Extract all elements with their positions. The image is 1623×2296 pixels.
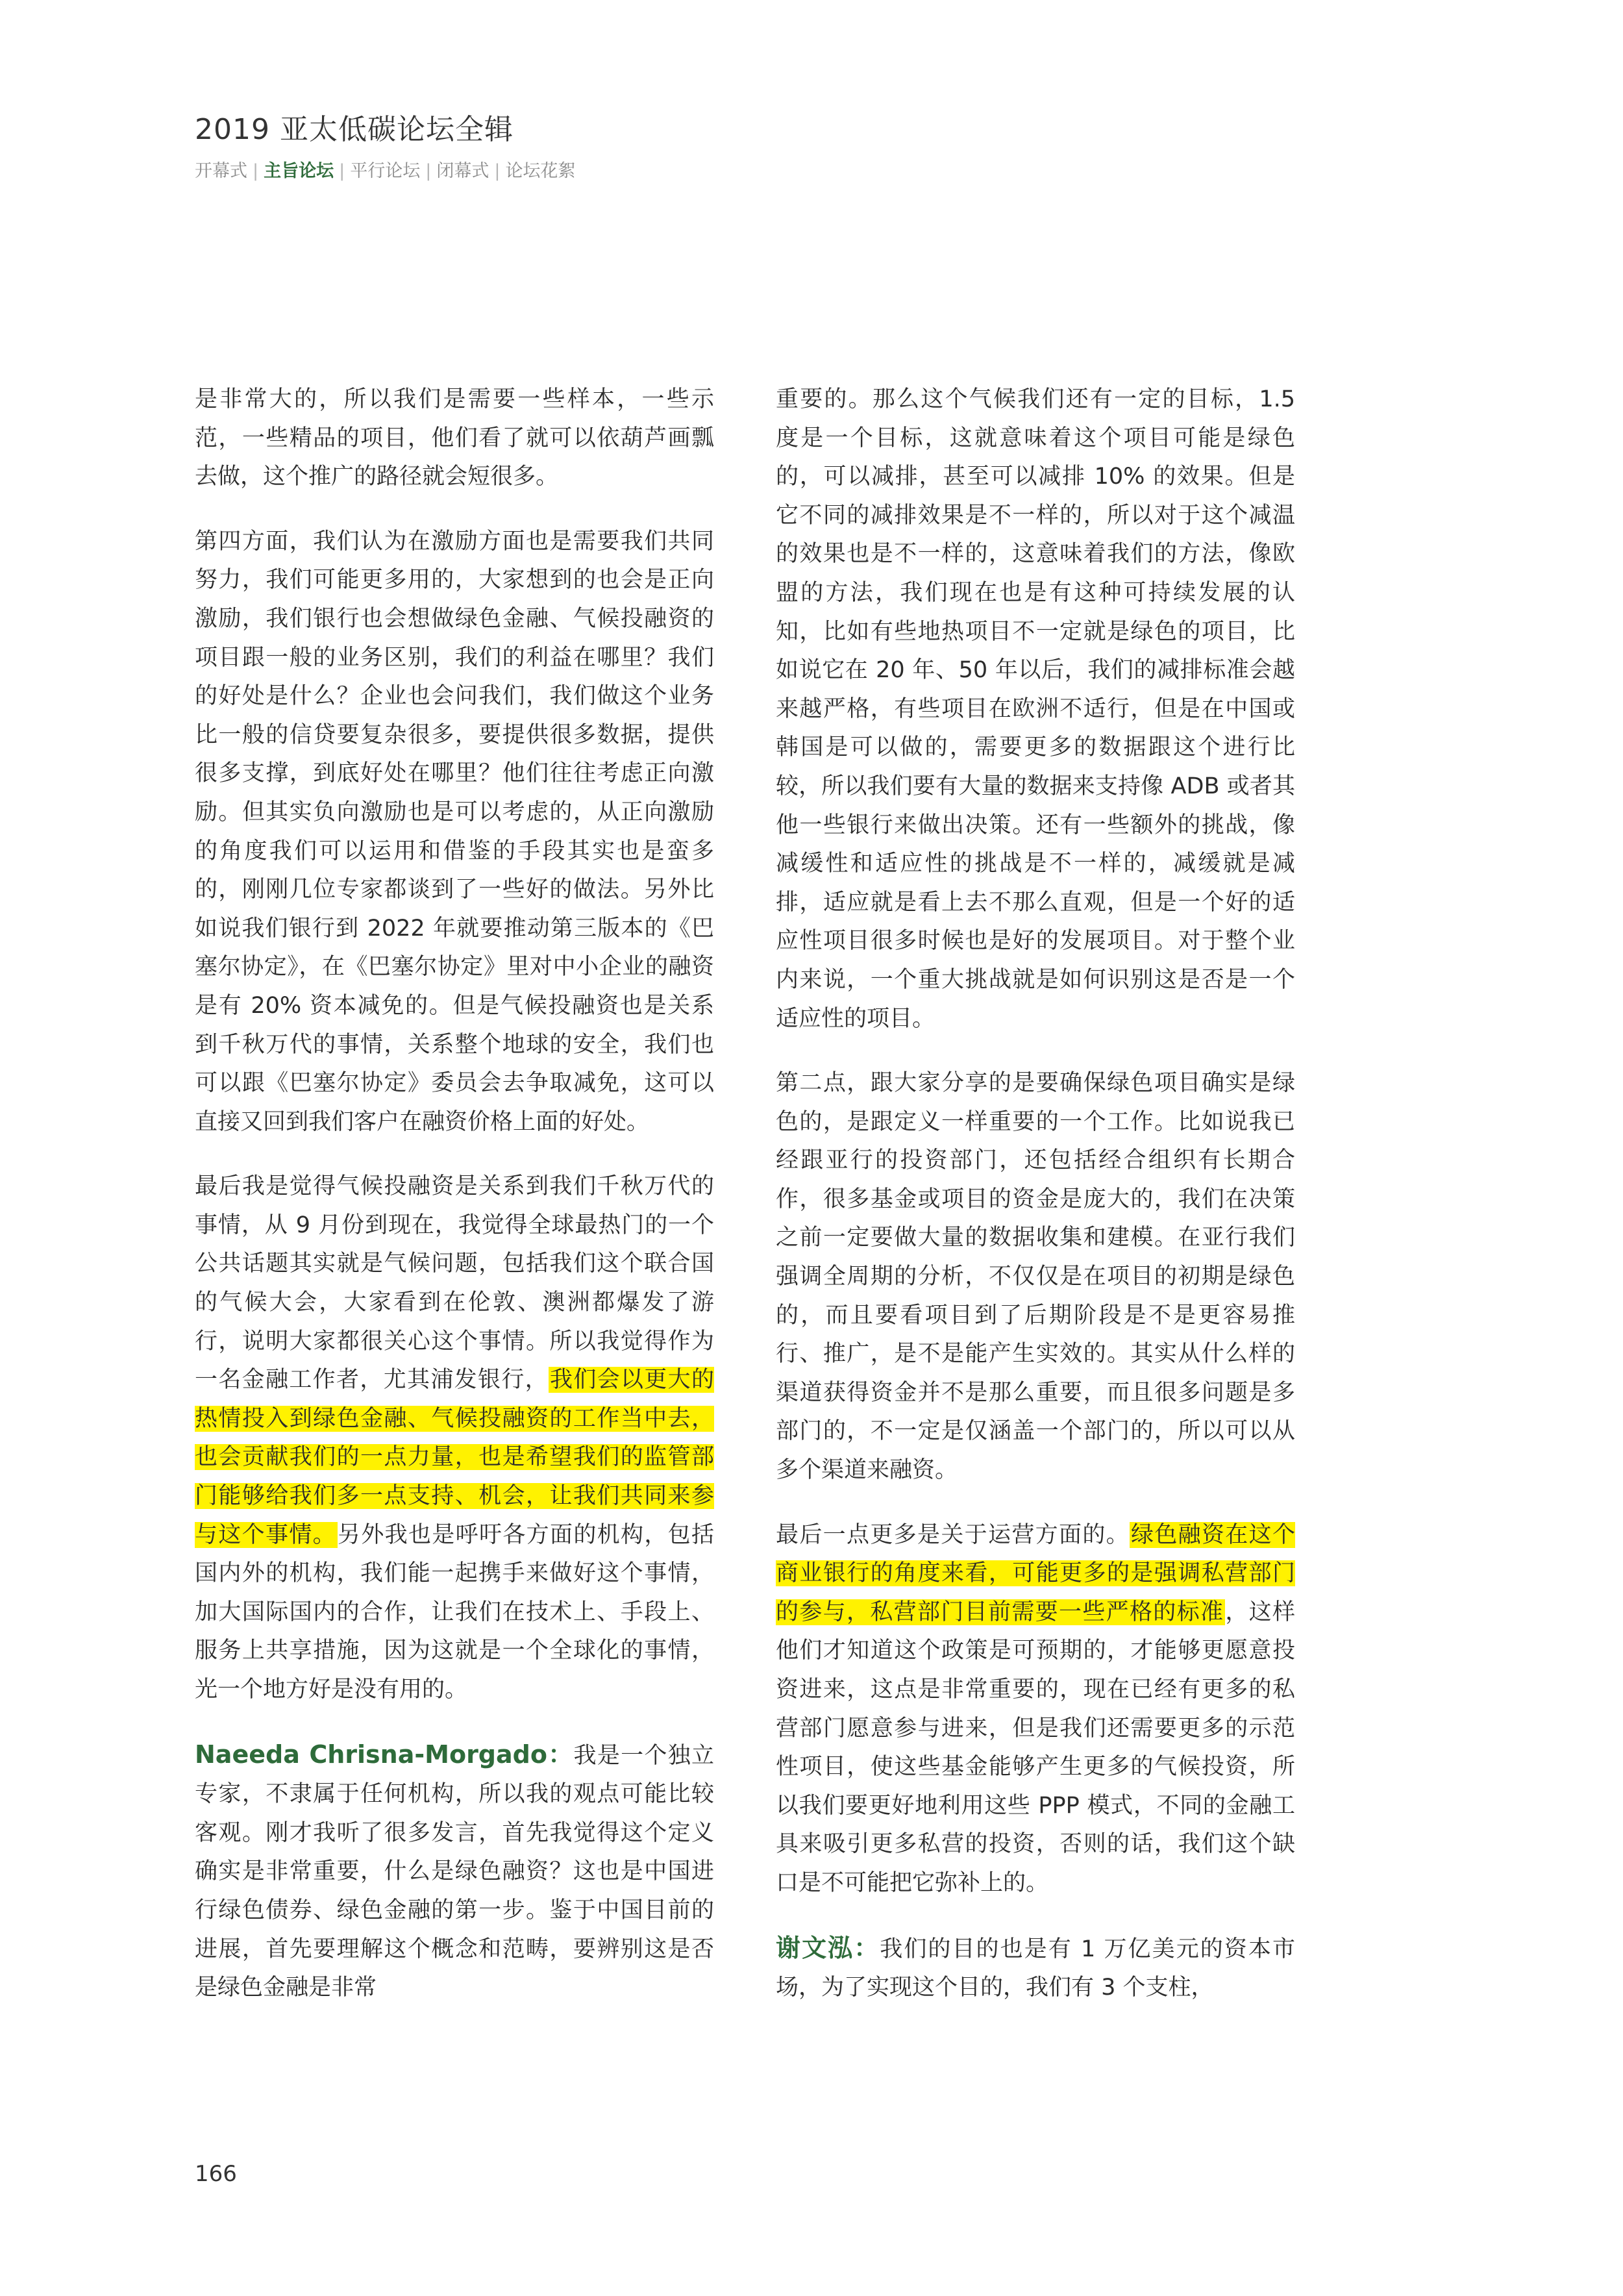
left-column bbox=[195, 381, 714, 2034]
paragraph bbox=[195, 1167, 714, 1709]
page-number: 166 bbox=[195, 2161, 237, 2187]
nav-separator: | bbox=[494, 161, 501, 181]
paragraph bbox=[776, 1929, 1295, 2008]
section-navigation bbox=[195, 158, 575, 184]
document-title: 2019 亚太低碳论坛全辑 bbox=[195, 113, 514, 146]
page-header bbox=[195, 110, 575, 184]
paragraph: 第四方面，我们认为在激励方面也是需要我们共同努力，我们可能更多用的，大家想到的也会是正向激励，我们银行也会想做绿色金融、气候投融资的项目跟一般的业务区别，我们的利益在哪里？我们的好处是什么？企业也会问我们，我们做这个业务比一般的信贷要复杂很多，要提供很多数据，提供很多支撑，到底好处在哪里？他们往往考虑正向激励。但其实负向激励也是可以考虑的，从正向激励的角度我们可以运用和借鉴的手段其实也是蛮多的，刚刚几位专家都谈到了一些好的做法。另外比如说我们银行到 2022 年就要推动第三版本的《巴塞尔协定》，在《巴塞尔协定》里对中小企业的融资是有 20% 资本减免的。但是气候投融资也是关系到千秋万代的事情，关系整个地球的安全，我们也可以跟《巴塞尔协定》委员会去争取减免，这可以直接又回到我们客户在融资价格上面的好处。 bbox=[195, 528, 714, 1135]
paragraph bbox=[776, 1516, 1295, 1903]
paragraph-text: 我是一个独立专家，不隶属于任何机构，所以我的观点可能比较客观。刚才我听了很多发言，首先我觉得这个定义确实是非常重要，什么是绿色融资？这也是中国进行绿色债券、绿色金融的第一步。鉴于中国目前的进展，首先要理解这个概念和范畴，要辨别这是否是绿色金融是非常 bbox=[195, 1742, 714, 2001]
nav-item-keynote[interactable]: 主旨论坛 bbox=[264, 161, 334, 181]
paragraph bbox=[195, 1736, 714, 2008]
paragraph-text: ，这样他们才知道这个政策是可预期的，才能够更愿意投资进来，这点是非常重要的，现在已经有更多的私营部门愿意参与进来，但是我们还需要更多的示范性项目，使这些基金能够产生更多的气候投资，所以我们要更好地利用这些 PPP 模式，不同的金融工具来吸引更多私营的投资，否则的话，我们这个缺口是不可能把它弥补上的。 bbox=[776, 1599, 1295, 1896]
paragraph: 重要的。那么这个气候我们还有一定的目标，1.5 度是一个目标，这就意味着这个项目可能是绿色的，可以减排，甚至可以减排 10% 的效果。但是它不同的减排效果是不一样的，所以对于这个减温的效果也是不一样的，这意味着我们的方法，像欧盟的方法，我们现在也是有这种可持续发展的认知，比如有些地热项目不一定就是绿色的项目，比如说它在 20 年、50 年以后，我们的减排标准会越来越严格，有些项目在欧洲不适行，但是在中国或韩国是可以做的，需要更多的数据跟这个进行比较，所以我们要有大量的数据来支持像 ADB 或者其他一些银行来做出决策。还有一些额外的挑战，像减缓性和适应性的挑战是不一样的，减缓就是减排，适应就是看上去不那么直观，但是一个好的适应性项目很多时候也是好的发展项目。对于整个业内来说，一个重大挑战就是如何识别这是否是一个适应性的项目。 bbox=[776, 386, 1295, 1032]
speaker-name: Naeeda Chrisna-Morgado： bbox=[195, 1740, 574, 1769]
nav-separator: | bbox=[339, 161, 345, 181]
highlighted-text: 绿色融资在这个商业银行的角度来看，可能更多的是强调私营部门的参与，私营部门目前需要一些严格的标准 bbox=[776, 1521, 1295, 1625]
paragraph-text: 最后一点更多是关于运营方面的。 bbox=[776, 1521, 1130, 1548]
paragraph: 是非常大的，所以我们是需要一些样本，一些示范，一些精品的项目，他们看了就可以依葫芦画瓢去做，这个推广的路径就会短很多。 bbox=[195, 386, 714, 490]
speaker-name: 谢文泓： bbox=[776, 1933, 880, 1962]
nav-item-opening[interactable]: 开幕式 bbox=[195, 161, 247, 181]
paragraph-text: 最后我是觉得气候投融资是关系到我们千秋万代的事情，从 9 月份到现在，我觉得全球最热门的一个公共话题其实就是气候问题，包括我们这个联合国的气候大会，大家看到在伦敦、澳洲都爆发了游行，说明大家都很关心这个事情。所以我觉得作为一名金融工作者，尤其浦发银行， bbox=[195, 1173, 714, 1393]
nav-item-parallel[interactable]: 平行论坛 bbox=[350, 161, 421, 181]
paragraph-text: 我们的目的也是有 1 万亿美元的资本市场，为了实现这个目的，我们有 3 个支柱， bbox=[776, 1936, 1295, 2001]
nav-item-closing[interactable]: 闭幕式 bbox=[436, 161, 489, 181]
paragraph: 第二点，跟大家分享的是要确保绿色项目确实是绿色的，是跟定义一样重要的一个工作。比如说我已经跟亚行的投资部门，还包括经合组织有长期合作，很多基金或项目的资金是庞大的，我们在决策之前一定要做大量的数据收集和建模。在亚行我们强调全周期的分析，不仅仅是在项目的初期是绿色的，而且要看项目到了后期阶段是不是更容易推行、推广，是不是能产生实效的。其实从什么样的渠道获得资金并不是那么重要，而且很多问题是多部门的，不一定是仅涵盖一个部门的，所以可以从多个渠道来融资。 bbox=[776, 1070, 1295, 1484]
nav-separator: | bbox=[253, 161, 259, 181]
nav-item-highlights[interactable]: 论坛花絮 bbox=[505, 161, 576, 181]
paragraph-text: 另外我也是呼吁各方面的机构，包括国内外的机构，我们能一起携手来做好这个事情，加大国际国内的合作，让我们在技术上、手段上、服务上共享措施，因为这就是一个全球化的事情，光一个地方好是没有用的。 bbox=[195, 1521, 714, 1703]
highlighted-text: 我们会以更大的热情投入到绿色金融、气候投融资的工作当中去，也会贡献我们的一点力量，也是希望我们的监管部门能够给我们多一点支持、机会，让我们共同来参与这个事情。 bbox=[195, 1367, 714, 1548]
nav-separator: | bbox=[425, 161, 432, 181]
right-column bbox=[776, 381, 1295, 2034]
